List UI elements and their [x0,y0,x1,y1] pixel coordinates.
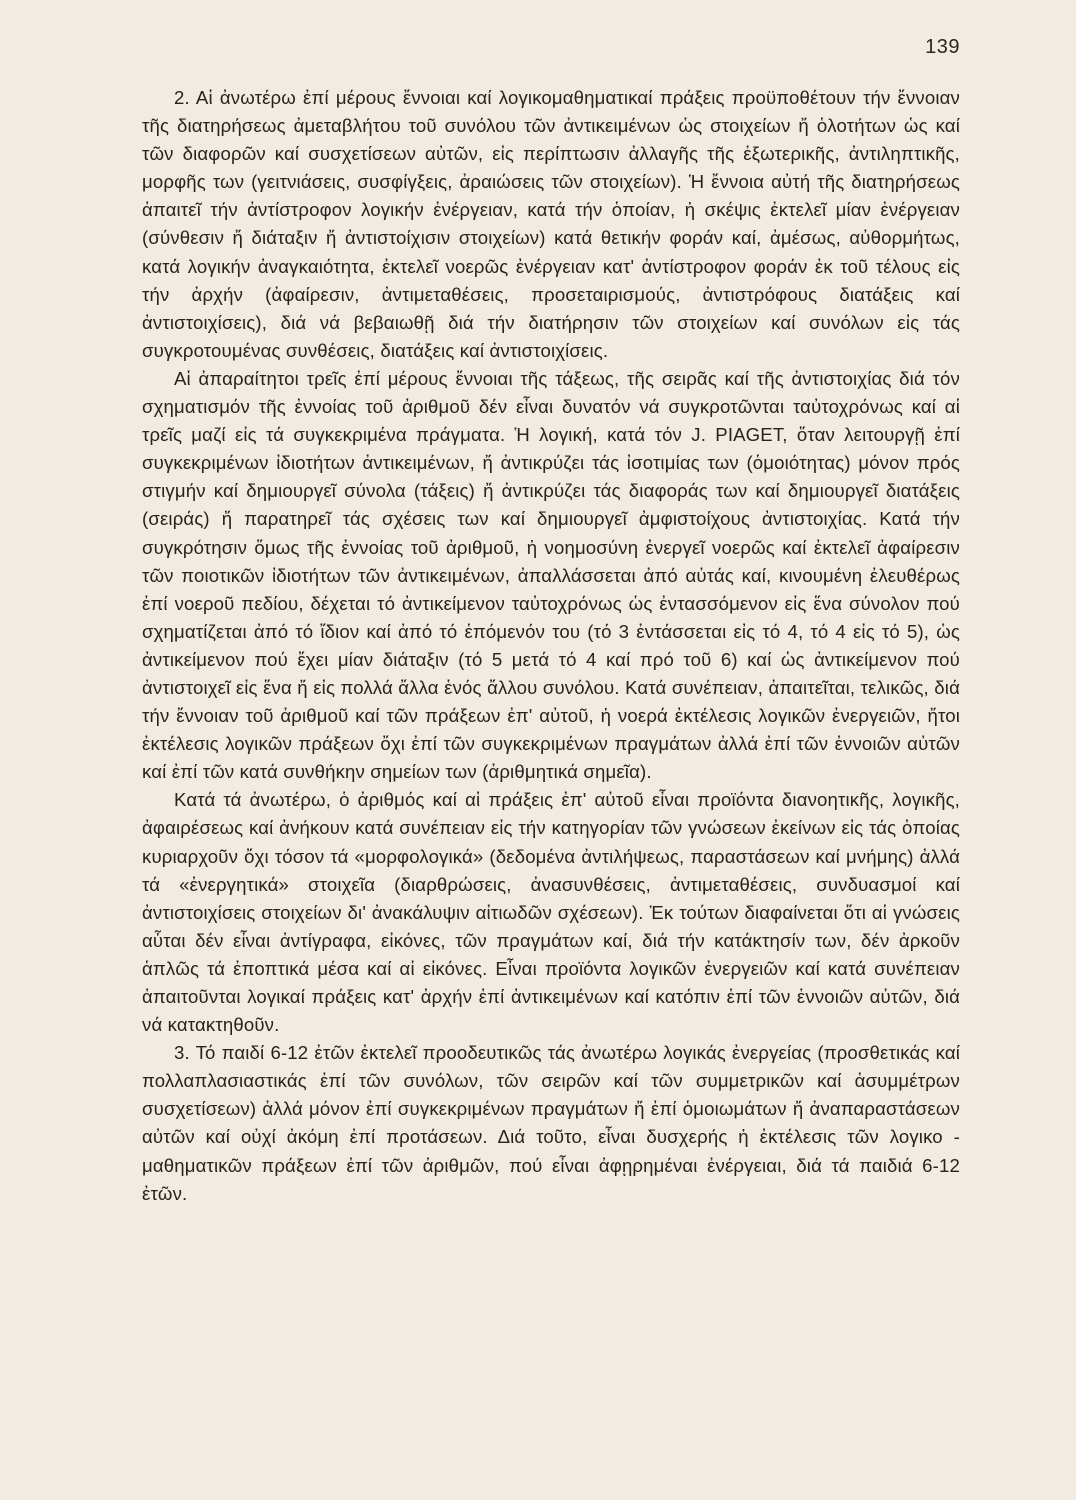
paragraph: 3. Τό παιδί 6-12 ἐτῶν ἐκτελεῖ προοδευτικῶς τάς ἀνωτέρω λογικάς ἐνεργείας (προσθετικάς καί πολλαπλασιαστικάς ἐπί τῶν συνόλων, τῶν σειρῶν καί τῶν συμμετρικῶν καί ἀσυμμέτρων συσχετίσεων) ἀλλά μόνον ἐπί συγκεκριμένων πραγμάτων ἤ ἐπί ὁμοιωμάτων ἤ ἀναπαραστάσεων αὐτῶν καί οὐχί ἀκόμη ἐπί προτάσεων. Διά τοῦτο, εἶναι δυσχερής ἡ ἐκτέλεσις τῶν λογικο - μαθηματικῶν πράξεων ἐπί τῶν ἀριθμῶν, πού εἶναι ἀφῃρημέναι ἐνέργειαι, διά τά παιδιά 6-12 ἐτῶν. [142,1042,960,1204]
paragraph: Αἱ ἀπαραίτητοι τρεῖς ἐπί μέρους ἔννοιαι τῆς τάξεως, τῆς σειρᾶς καί τῆς ἀντιστοιχίας διά τόν σχηματισμόν τῆς ἐννοίας τοῦ ἀριθμοῦ δέν εἶναι δυνατόν νά συγκροτῶνται ταὐτοχρόνως καί αἱ τρεῖς μαζί εἰς τά συγκεκριμένα πράγματα. Ἡ λογική, κατά τόν J. PIAGET, ὅταν λειτουργῇ ἐπί συγκεκριμένων ἰδιοτήτων ἀντικειμένων, ἤ ἀντικρύζει τάς ἰσοτιμίας των (ὁμοιότητας) μόνον πρός στιγμήν καί δημιουργεῖ σύνολα (τάξεις) ἤ ἀντικρύζει τάς διαφοράς των καί δημιουργεῖ διατάξεις (σειράς) ἤ παρατηρεῖ τάς σχέσεις των καί δημιουργεῖ ἀμφιστοίχους ἀντιστοιχίας. Κατά τήν συγκρότησιν ὅμως τῆς ἐννοίας τοῦ ἀριθμοῦ, ἡ νοημοσύνη ἐνεργεῖ νοερῶς καί ἐκτελεῖ ἀφαίρεσιν τῶν ποιοτικῶν ἰδιοτήτων τῶν ἀντικειμένων, ἀπαλλάσσεται ἀπό αὐτάς καί, κινουμένη ἐλευθέρως ἐπί νοεροῦ πεδίου, δέχεται τό ἀντικείμενον ταὐτοχρόνως ὡς ἐντασσόμενον εἰς ἕνα σύνολον πού σχηματίζεται ἀπό τό ἴδιον καί ἀπό τό ἑπόμενόν του (τό 3 ἐντάσσεται εἰς τό 4, τό 4 εἰς τό 5), ὡς ἀντικείμενον πού ἔχει μίαν διάταξιν (τό 5 μετά τό 4 καί πρό τοῦ 6) καί ὡς ἀντικείμενον πού ἀντιστοιχεῖ εἰς ἕνα ἤ εἰς πολλά ἄλλα ἑνός ἄλλου συνόλου. Κατά συνέπειαν, ἀπαιτεῖται, τελικῶς, διά τήν ἔννοιαν τοῦ ἀριθμοῦ καί τῶν πράξεων ἐπ' αὐτοῦ, ἡ νοερά ἐκτέλεσις λογικῶν ἐνεργειῶν, ἤτοι ἐκτέλεσις λογικῶν πράξεων ὄχι ἐπί τῶν συγκεκριμένων πραγμάτων ἀλλά ἐπί τῶν ἐννοιῶν αὐτῶν καί ἐπί τῶν κατά συνθήκην σημείων των (ἀριθμητικά σημεῖα). [142,367,960,783]
page-number: 139 [925,36,960,58]
paragraph: Κατά τά ἀνωτέρω, ὁ ἀριθμός καί αἱ πράξεις ἐπ' αὐτοῦ εἶναι προϊόντα διανοητικῆς, λογικῆς, ἀφαιρέσεως καί ἀνήκουν κατά συνέπειαν εἰς τήν κατηγορίαν τῶν γνώσεων ἐκείνων εἰς τάς ὁποίας κυριαρχοῦν ὄχι τόσον τά «μορφολογικά» (δεδομένα ἀντιλήψεως, παραστάσεων καί μνήμης) ἀλλά τά «ἐνεργητικά» στοιχεῖα (διαρθρώσεις, ἀνασυνθέσεις, ἀντιμεταθέσεις, συνδυασμοί καί ἀντιστοιχίσεις στοιχείων δι' ἀνακάλυψιν αἰτιωδῶν σχέσεων). Ἐκ τούτων διαφαίνεται ὅτι αἱ γνώσεις αὗται δέν εἶναι ἀντίγραφα, εἰκόνες, τῶν πραγμάτων καί, διά τήν κατάκτησίν των, δέν ἀρκοῦν ἁπλῶς τά ἐποπτικά μέσα καί αἱ εἰκόνες. Εἶναι προϊόντα λογικῶν ἐνεργειῶν καί κατά συνέπειαν ἀπαιτοῦνται λογικαί πράξεις κατ' ἀρχήν ἐπί ἀντικειμένων καί κατόπιν ἐπί τῶν ἐννοιῶν αὐτῶν, διά νά κατακτηθοῦν. [142,789,960,1036]
paragraph: 2. Αἱ ἀνωτέρω ἐπί μέρους ἔννοιαι καί λογικομαθηματικαί πράξεις προϋποθέτουν τήν ἔννοιαν τῆς διατηρήσεως ἀμεταβλήτου τοῦ συνόλου τῶν ἀντικειμένων ὡς στοιχείων ἤ ὁλοτήτων ὡς καί τῶν διαφορῶν καί συσχετίσεων αὐτῶν, εἰς περίπτωσιν ἀλλαγῆς τῆς ἐξωτερικῆς, ἀντιληπτικῆς, μορφῆς των (γειτνιάσεις, συσφίγξεις, ἀραιώσεις τῶν στοιχείων). Ἡ ἔννοια αὐτή τῆς διατηρήσεως ἀπαιτεῖ τήν ἀντίστροφον λογικήν ἐνέργειαν, κατά τήν ὁποίαν, ἡ σκέψις ἐκτελεῖ μίαν ἐνέργειαν (σύνθεσιν ἤ διάταξιν ἤ ἀντιστοίχισιν στοιχείων) κατά θετικήν φοράν καί, ἀμέσως, αὐθορμήτως, κατά λογικήν ἀναγκαιότητα, ἐκτελεῖ νοερῶς ἐνέργειαν κατ' ἀντίστροφον φοράν ἐκ τοῦ τέλους εἰς τήν ἀρχήν (ἀφαίρεσιν, ἀντιμεταθέσεις, προσεταιρισμούς, ἀντιστρόφους διατάξεις καί ἀντιστοιχίσεις), διά νά βεβαιωθῇ διά τήν διατήρησιν τῶν στοιχείων καί συνόλων εἰς τάς συγκροτουμένας συνθέσεις, διατάξεις καί ἀντιστοιχίσεις. [142,87,960,361]
body-text [142,84,960,1208]
